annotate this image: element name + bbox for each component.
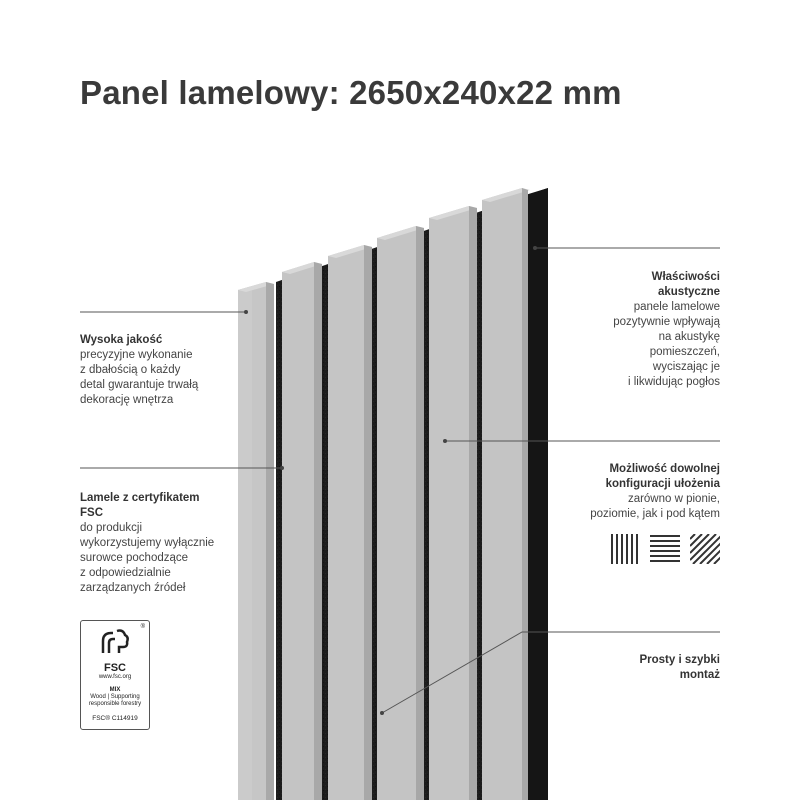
fsc-claim: responsible forestry	[88, 701, 142, 707]
feature-mounting	[639, 653, 720, 683]
feature-acoustic-line: pomieszczeń,	[649, 346, 720, 358]
fsc-registered-mark: ®	[140, 624, 145, 630]
page-title: Panel lamelowy: 2650x240x22 mm	[80, 74, 622, 111]
fsc-tree-icon	[95, 627, 135, 657]
feature-acoustic-line: pozytywnie wpływają	[613, 316, 720, 328]
fsc-logo	[80, 620, 150, 730]
slat-2	[282, 262, 322, 800]
feature-quality-line: detal gwarantuje trwałą	[80, 379, 199, 391]
feature-fsc-line: do produkcji	[80, 522, 143, 534]
feature-config-heading: konfiguracji ułożenia	[605, 478, 720, 490]
feature-fsc-line: wykorzystujemy wyłącznie	[80, 537, 215, 549]
feature-quality-line: precyzyjne wykonanie	[80, 349, 193, 361]
slat-6	[482, 188, 530, 800]
vertical-lines-icon	[612, 534, 637, 564]
feature-fsc-line: zarządzanych źródeł	[80, 582, 186, 594]
slat-1	[238, 282, 274, 800]
feature-acoustic	[613, 270, 720, 390]
feature-acoustic-line: wyciszając je	[652, 361, 720, 373]
feature-acoustic-line: na akustykę	[658, 331, 720, 343]
feature-quality-line: dekorację wnętrza	[80, 394, 174, 406]
fsc-mix: MIX	[109, 687, 121, 693]
feature-acoustic-heading: Właściwości	[651, 271, 720, 283]
feature-config-line: poziomie, jak i pod kątem	[590, 508, 720, 520]
feature-quality-heading: Wysoka jakość	[80, 334, 163, 346]
feature-acoustic-line: i likwidując pogłos	[627, 376, 720, 388]
feature-mounting-heading: montaż	[679, 669, 720, 681]
fsc-license: FSC® C114919	[92, 715, 138, 722]
horizontal-lines-icon	[650, 536, 680, 561]
fsc-url: www.fsc.org	[98, 674, 132, 680]
feature-acoustic-heading: akustyczne	[657, 286, 720, 298]
feature-fsc-heading: FSC	[80, 507, 103, 519]
feature-quality-line: z dbałością o każdy	[80, 364, 181, 376]
diagonal-lines-icon	[690, 534, 720, 564]
slat-4	[377, 226, 424, 800]
feature-mounting-heading: Prosty i szybki	[639, 654, 720, 666]
feature-config	[590, 462, 720, 522]
feature-quality	[80, 333, 198, 408]
feature-fsc	[80, 491, 214, 596]
feature-acoustic-line: panele lamelowe	[633, 301, 720, 313]
feature-config-line: zarówno w pionie,	[627, 493, 720, 505]
fsc-word: FSC	[104, 662, 126, 674]
feature-fsc-line: surowce pochodzące	[80, 552, 189, 564]
feature-fsc-line: z odpowiedzialnie	[80, 567, 171, 579]
slat-3	[328, 245, 372, 800]
feature-fsc-heading: Lamele z certyfikatem	[80, 492, 200, 504]
slat-5	[429, 206, 477, 800]
feature-config-heading: Możliwość dowolnej	[609, 463, 720, 475]
layout-icons	[610, 534, 720, 564]
fsc-claim: Wood | Supporting	[90, 694, 140, 700]
